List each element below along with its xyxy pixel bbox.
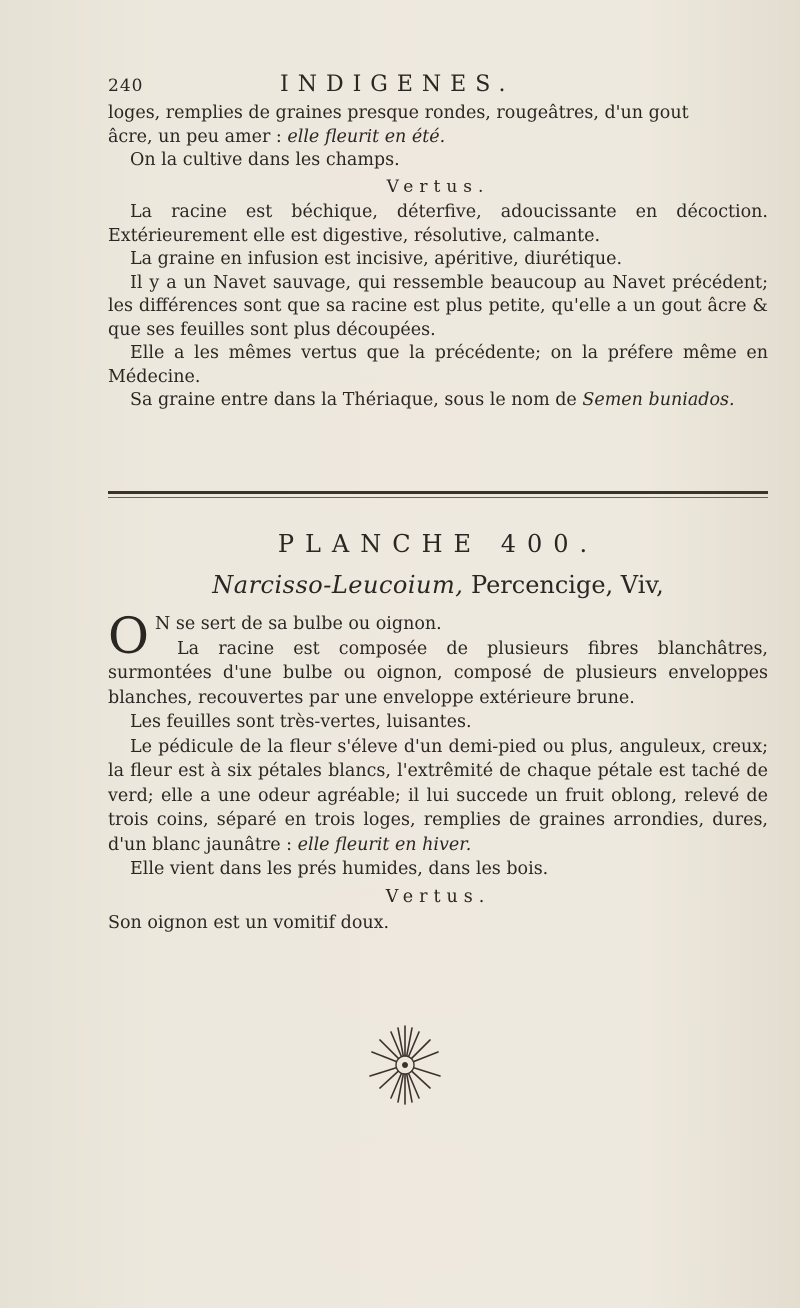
intro-paragraph: O N se sert de sa bulbe ou oignon. [108, 607, 442, 665]
description-section [108, 607, 768, 936]
running-title: INDIGENES. [280, 72, 515, 97]
plant-names [108, 571, 768, 599]
continuation-line: loges, remplies de graines presque rondes, rougeâtres, d'un gout [108, 103, 689, 123]
vertus-text: Son oignon est un vomitif doux. [108, 913, 390, 933]
flowering-note: elle fleurit en été. [287, 126, 446, 147]
top-section [108, 102, 768, 413]
cultivation-line: On la cultive dans les champs. [130, 150, 400, 170]
section-divider [108, 491, 768, 494]
common-names: Percencige, Viv, [471, 571, 664, 599]
latin-name: Narcisso-Leucoium, [212, 571, 464, 599]
drop-cap: O [108, 607, 149, 665]
vertus-paragraph: Il y a un Navet sauvage, qui ressemble beaucoup au Navet précédent; les différences sont que sa racine est plus petite, qu'elle a un gout âcre & que ses feuilles sont plus découpées. [108, 272, 768, 340]
planche-title: PLANCHE 400. [277, 530, 599, 558]
description-paragraph: La racine est composée de plusieurs fibres blanchâtres, surmontées d'une bulbe ou oignon, composé de plusieurs enveloppes blanches, recouvertes par une enveloppe extérieure brune. [108, 638, 768, 708]
vertus-heading: Vertus. [385, 886, 491, 907]
habitat-paragraph: Elle vient dans les prés humides, dans les bois. [130, 859, 549, 879]
flowering-note: elle fleurit en hiver. [297, 834, 472, 855]
section-divider-thin [108, 497, 768, 498]
vertus-paragraph: Elle a les mêmes vertus que la précédente; on la préfere même en Médecine. [108, 343, 768, 387]
theriaque-paragraph: Sa graine entre dans la Thériaque, sous le nom de Semen buniados. [130, 390, 735, 410]
vertus-heading: Vertus. [386, 176, 490, 197]
description-paragraph: Les feuilles sont très-vertes, luisantes. [130, 712, 472, 732]
semen-name: Semen buniados. [582, 390, 735, 410]
page-number: 240 [108, 76, 144, 96]
continuation-line-2: âcre, un peu amer : elle fleurit en été. [108, 126, 446, 147]
vertus-paragraph: La graine en infusion est incisive, apéritive, diurétique. [130, 249, 623, 269]
page-header [108, 72, 768, 102]
description-paragraph: Le pédicule de la fleur s'éleve d'un demi-pied ou plus, anguleux, creux; la fleur est à six pétales blancs, l'extrêmité de chaque pétale est taché de verd; elle a une odeur agréable; il lui succede un fruit oblong, relevé de trois coins, séparé en trois loges, remplies de graines arrondies, dures, d'un blanc jaunâtre : elle fleurit en hiver. [108, 736, 768, 855]
vertus-paragraph: La racine est béchique, déterfive, adoucissante en décoction. Extérieurement elle est digestive, résolutive, calmante. [108, 202, 768, 246]
floral-vignette-icon [360, 1020, 450, 1110]
